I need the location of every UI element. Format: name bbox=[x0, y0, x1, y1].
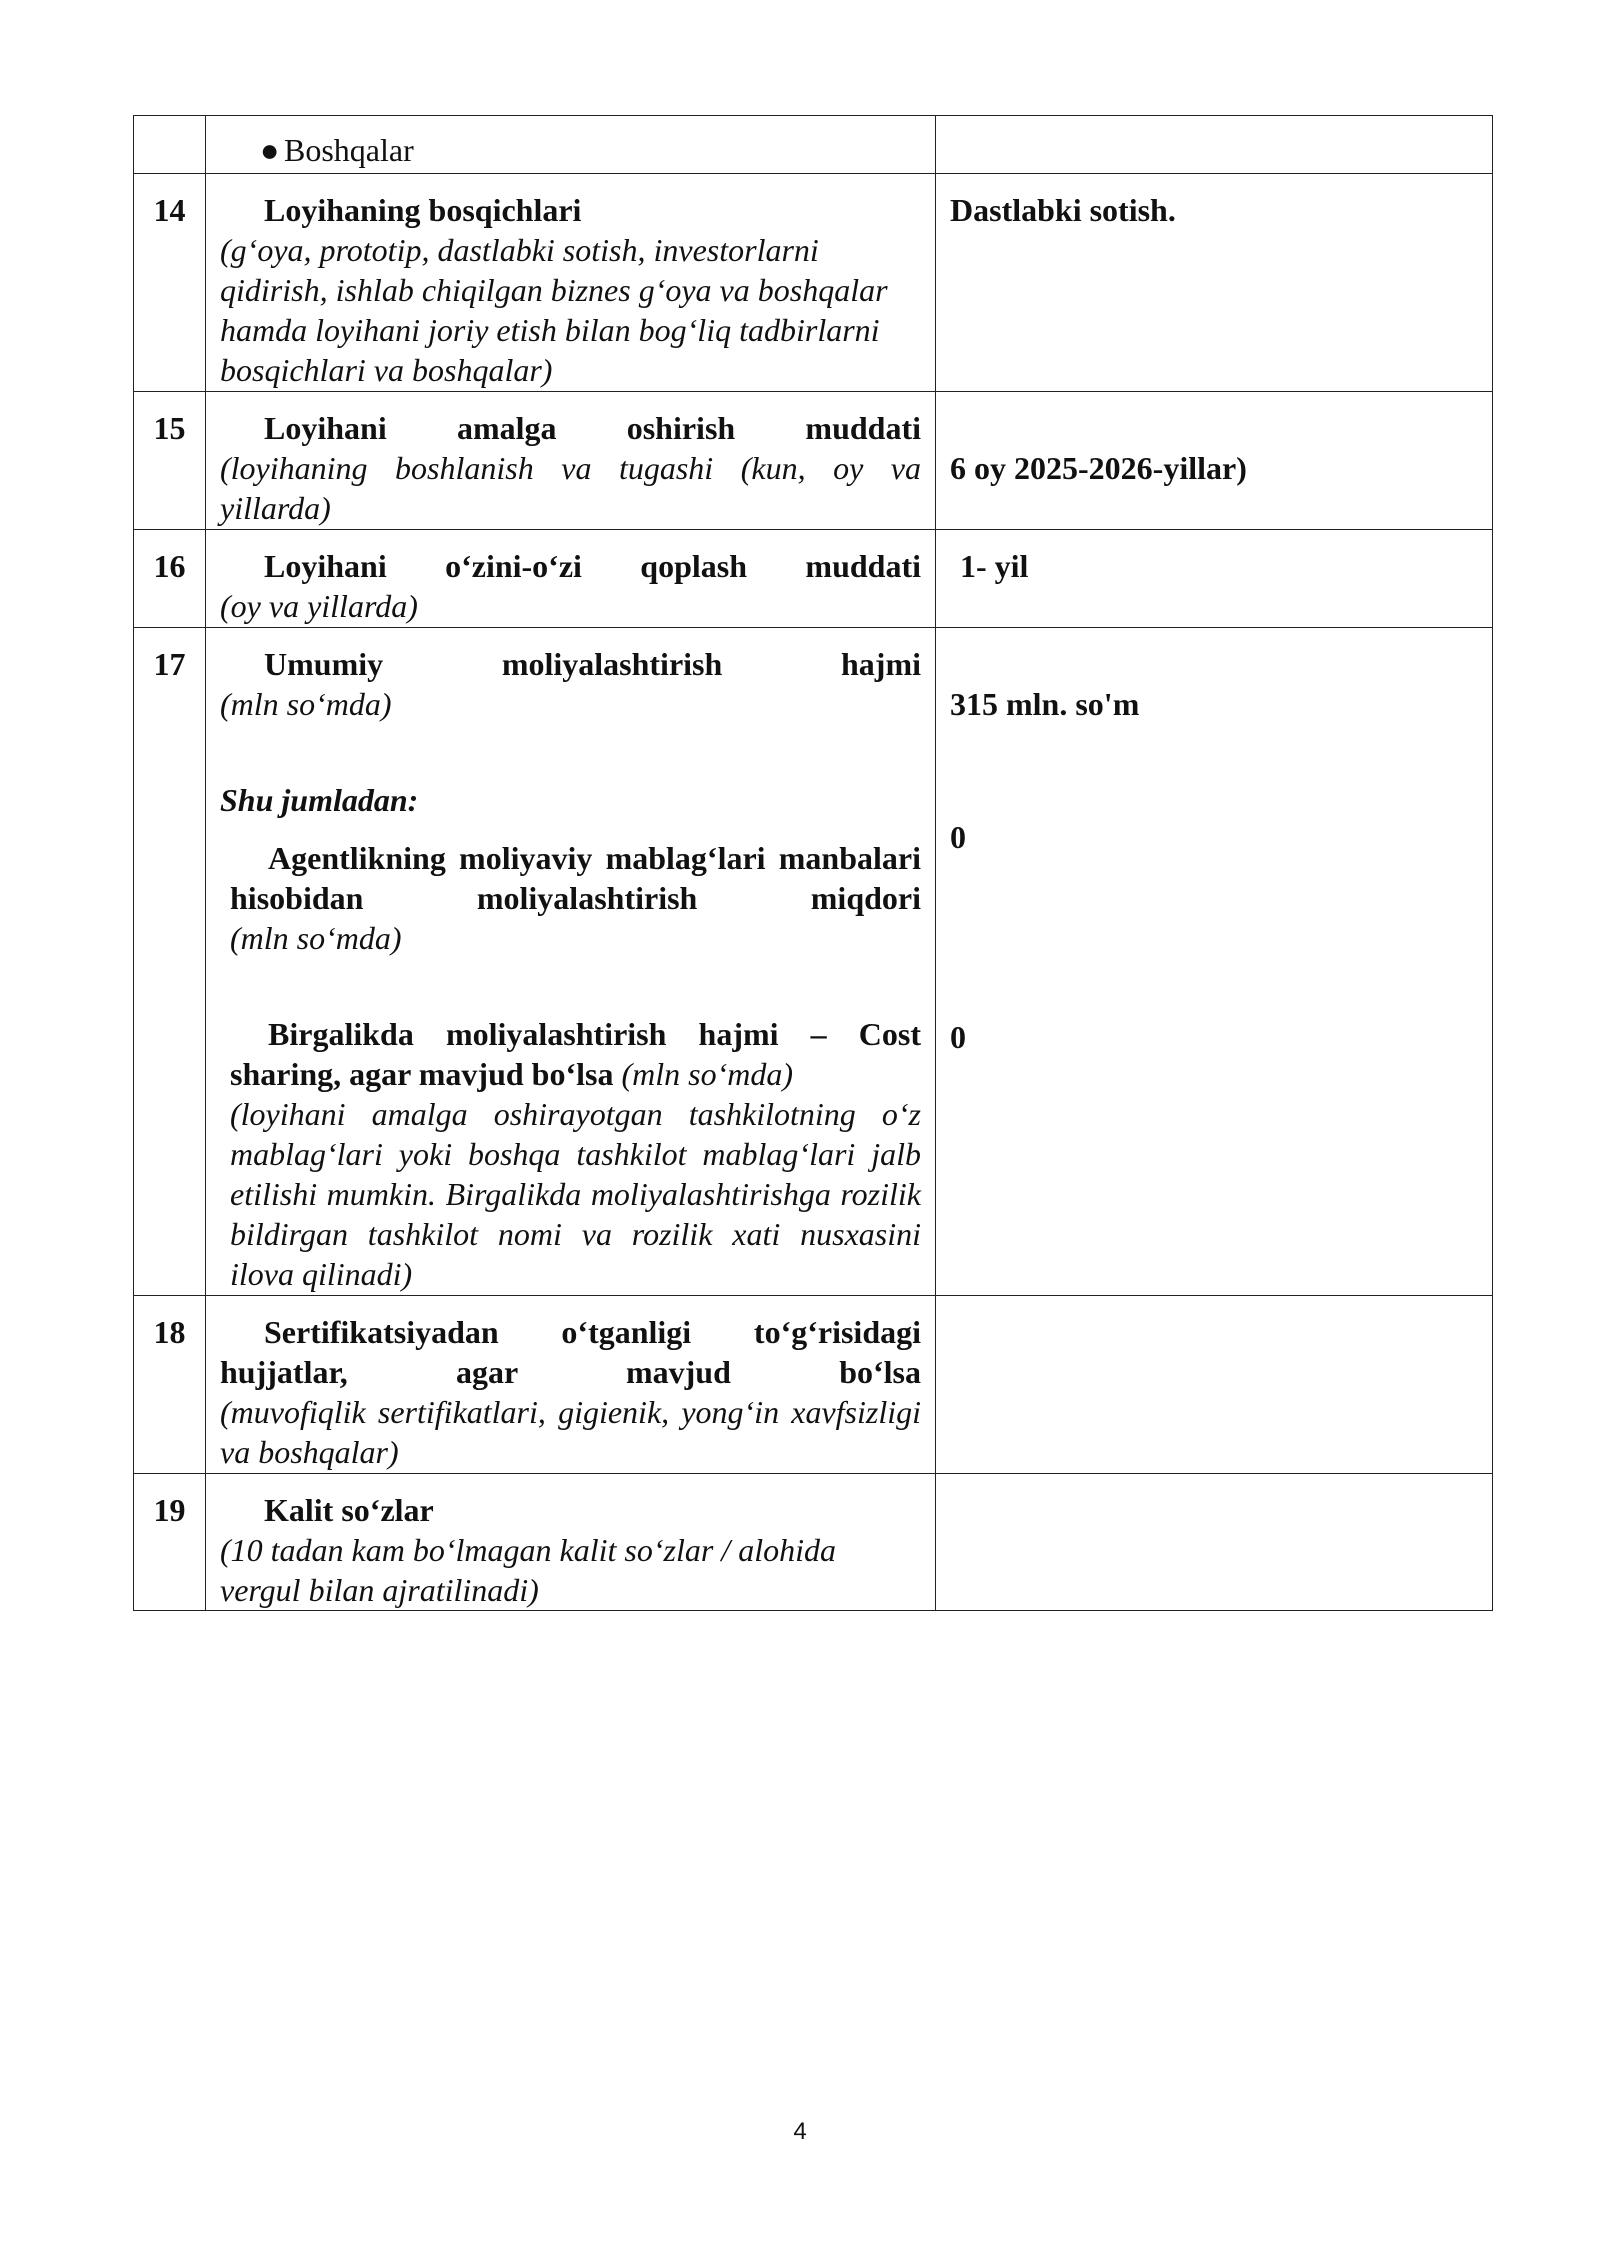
row-title: Umumiy moliyalashtirish hajmi bbox=[264, 646, 921, 682]
row-number: 14 bbox=[134, 174, 206, 392]
value-cell bbox=[936, 628, 1493, 1296]
bullet-text: Boshqalar bbox=[284, 132, 414, 168]
row-note: (oy va yillarda) bbox=[220, 588, 418, 624]
description-cell bbox=[206, 628, 936, 1296]
cost-sharing-title: Birgalikda moliyalashtirish hajmi – Cost sharing, agar mavjud bo‘lsa bbox=[230, 1016, 921, 1092]
row-number-cell bbox=[134, 116, 206, 174]
agency-funding-title: Agentlikning moliyaviy mablag‘lari manbalari hisobidan moliyalashtirish miqdori bbox=[230, 840, 921, 916]
table-row bbox=[134, 1474, 1493, 1611]
description-cell bbox=[206, 530, 936, 628]
row-note: (g‘oya, prototip, dastlabki sotish, investorlarni qidirish, ishlab chiqilgan biznes g‘oya va boshqalar hamda loyihani joriy etish bilan bog‘liq tadbirlarni bosqichlari va boshqalar) bbox=[220, 232, 888, 388]
description-cell bbox=[206, 392, 936, 530]
row-number: 17 bbox=[134, 628, 206, 1296]
row-note: (loyihaning boshlanish va tugashi (kun, oy va yillarda) bbox=[220, 450, 921, 526]
table-row bbox=[134, 174, 1493, 392]
description-cell bbox=[206, 1474, 936, 1611]
row-note: (muvofiqlik sertifikatlari, gigienik, yong‘in xavfsizligi va boshqalar) bbox=[220, 1394, 921, 1470]
row-number: 18 bbox=[134, 1296, 206, 1474]
sub-heading: Shu jumladan: bbox=[220, 782, 419, 818]
value-cell bbox=[936, 116, 1493, 174]
page-number: 4 bbox=[793, 2118, 807, 2145]
row-number: 19 bbox=[134, 1474, 206, 1611]
row-number: 15 bbox=[134, 392, 206, 530]
cost-sharing-unit: (mln so‘mda) bbox=[613, 1056, 793, 1092]
agency-funding-block bbox=[220, 838, 921, 958]
row-value: Dastlabki sotish. bbox=[936, 174, 1493, 392]
row-value: 6 oy 2025-2026-yillar) bbox=[950, 450, 1247, 486]
row-number: 16 bbox=[134, 530, 206, 628]
description-cell bbox=[206, 116, 936, 174]
row-title: Loyihaning bosqichlari bbox=[264, 192, 582, 228]
cost-sharing-value: 0 bbox=[950, 1019, 966, 1055]
row-title: Loyihani amalga oshirish muddati bbox=[264, 410, 921, 446]
row-note: (mln so‘mda) bbox=[220, 686, 392, 722]
description-cell bbox=[206, 174, 936, 392]
bullet-icon: ● bbox=[260, 132, 280, 168]
agency-funding-value: 0 bbox=[950, 819, 966, 855]
value-subcell bbox=[936, 628, 1492, 765]
row-value bbox=[936, 1296, 1493, 1474]
value-subcell bbox=[936, 765, 1492, 999]
row-value bbox=[936, 1474, 1493, 1611]
list-item bbox=[206, 130, 935, 170]
row-title: Loyihani o‘zini-o‘zi qoplash muddati bbox=[264, 548, 921, 584]
description-cell bbox=[206, 1296, 936, 1474]
cost-sharing-block bbox=[220, 1014, 921, 1294]
row-title: Kalit so‘zlar bbox=[264, 1492, 434, 1528]
table-row bbox=[134, 116, 1493, 174]
value-cell bbox=[936, 530, 1493, 628]
table-row bbox=[134, 392, 1493, 530]
value-subcell bbox=[936, 999, 1492, 1294]
table-row bbox=[134, 530, 1493, 628]
cost-sharing-note: (loyihani amalga oshirayotgan tashkilotning o‘z mablag‘lari yoki boshqa tashkilot mablag‘lari jalb etilishi mumkin. Birgalikda moliyalashtirishga rozilik bildirgan tashkilot nomi va rozilik xati nusxasini ilova qilinadi) bbox=[230, 1096, 921, 1292]
total-funding-value: 315 mln. so'm bbox=[950, 686, 1140, 722]
table-row bbox=[134, 628, 1493, 1296]
project-info-table bbox=[133, 115, 1493, 1611]
table-row bbox=[134, 1296, 1493, 1474]
row-value: 1- yil bbox=[960, 548, 1029, 584]
value-subtable bbox=[936, 628, 1492, 1294]
agency-funding-note: (mln so‘mda) bbox=[230, 920, 402, 956]
row-title: Sertifikatsiyadan o‘tganligi to‘g‘risidagi hujjatlar, agar mavjud bo‘lsa bbox=[220, 1314, 921, 1390]
row-note: (10 tadan kam bo‘lmagan kalit so‘zlar / alohida vergul bilan ajratilinadi) bbox=[220, 1532, 836, 1608]
value-cell bbox=[936, 392, 1493, 530]
